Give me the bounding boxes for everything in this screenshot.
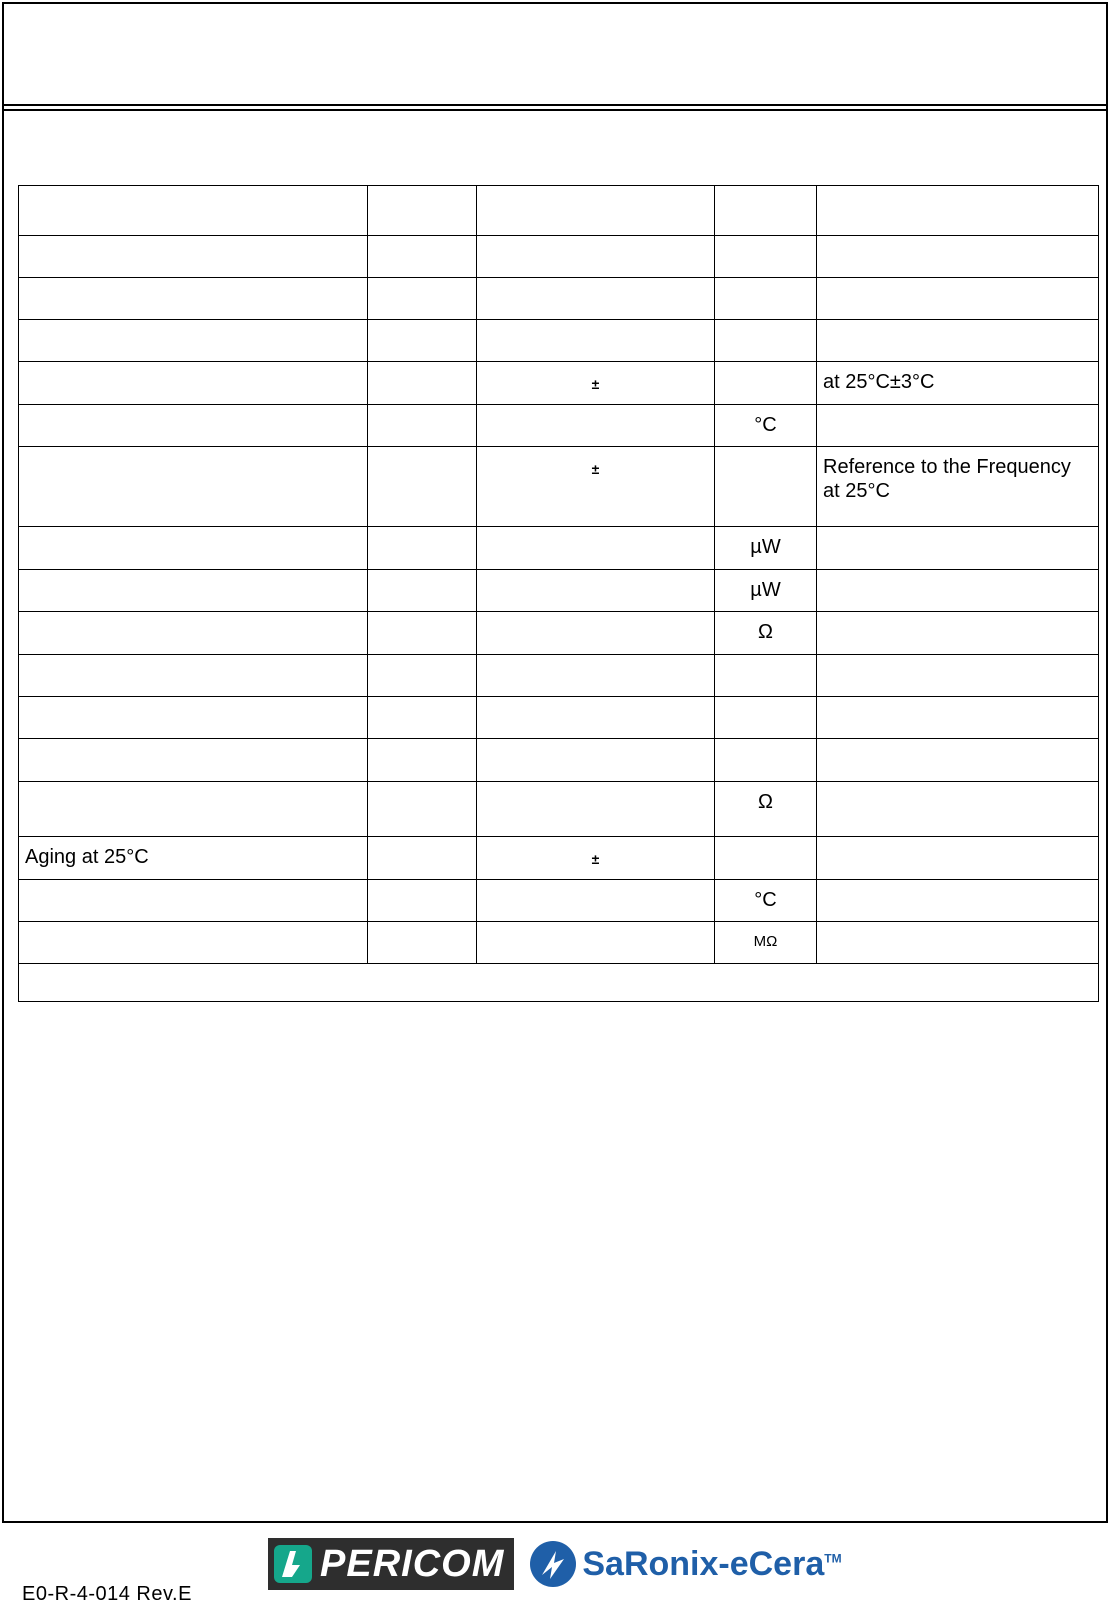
condition-cell — [817, 320, 1099, 362]
unit-cell — [715, 739, 817, 782]
value-cell — [477, 320, 715, 362]
value-cell — [477, 612, 715, 655]
table-row — [19, 447, 1099, 527]
unit-cell — [715, 236, 817, 278]
specification-table — [18, 185, 1099, 1002]
condition-cell-text: Reference to the Frequency at 25°C — [823, 456, 1071, 502]
table-footer-cell — [19, 964, 1099, 1002]
parameter-cell — [19, 278, 368, 320]
table-row — [19, 570, 1099, 612]
table-row — [19, 186, 1099, 236]
condition-cell — [817, 362, 1099, 405]
parameter-cell — [19, 612, 368, 655]
table-row — [19, 697, 1099, 739]
header-rule-inner — [2, 109, 1108, 111]
unit-cell — [715, 405, 817, 447]
condition-cell — [817, 278, 1099, 320]
footer-logos — [268, 1538, 842, 1590]
value-cell — [477, 837, 715, 880]
unit-cell — [715, 782, 817, 837]
unit-cell — [715, 697, 817, 739]
condition-cell — [817, 447, 1099, 527]
value-cell — [477, 278, 715, 320]
parameter-cell — [19, 320, 368, 362]
table-row — [19, 837, 1099, 880]
condition-cell — [817, 922, 1099, 964]
unit-cell — [715, 612, 817, 655]
unit-cell — [715, 880, 817, 922]
table-row — [19, 236, 1099, 278]
table-row — [19, 655, 1099, 697]
parameter-cell — [19, 405, 368, 447]
symbol-cell — [368, 880, 477, 922]
table-row — [19, 782, 1099, 837]
parameter-cell — [19, 527, 368, 570]
condition-cell — [817, 612, 1099, 655]
condition-cell — [817, 739, 1099, 782]
symbol-cell — [368, 739, 477, 782]
value-cell — [477, 447, 715, 527]
table-row — [19, 405, 1099, 447]
table-row — [19, 320, 1099, 362]
value-cell — [477, 782, 715, 837]
symbol-cell — [368, 697, 477, 739]
trademark-mark: TM — [824, 1551, 842, 1566]
table-row — [19, 880, 1099, 922]
parameter-cell — [19, 880, 368, 922]
table-row — [19, 527, 1099, 570]
value-cell — [477, 880, 715, 922]
parameter-cell — [19, 362, 368, 405]
parameter-cell — [19, 922, 368, 964]
pericom-logo — [268, 1538, 514, 1590]
value-cell — [477, 527, 715, 570]
value-cell — [477, 922, 715, 964]
value-cell-text: ± — [591, 461, 600, 477]
unit-cell — [715, 527, 817, 570]
unit-cell-text: Ω — [758, 621, 773, 643]
saronix-ecera-logo — [530, 1541, 841, 1587]
parameter-cell — [19, 655, 368, 697]
table-row — [19, 922, 1099, 964]
symbol-cell — [368, 405, 477, 447]
symbol-cell — [368, 362, 477, 405]
unit-cell-text: MΩ — [753, 933, 778, 950]
saronix-lightning-icon — [530, 1541, 576, 1587]
unit-cell — [715, 186, 817, 236]
saronix-wordmark — [582, 1545, 841, 1584]
parameter-cell — [19, 236, 368, 278]
condition-cell — [817, 405, 1099, 447]
symbol-cell — [368, 612, 477, 655]
unit-cell — [715, 447, 817, 527]
condition-cell — [817, 186, 1099, 236]
symbol-cell — [368, 320, 477, 362]
condition-cell-text: at 25°C±3°C — [823, 371, 935, 393]
value-cell-text: ± — [591, 851, 600, 867]
symbol-cell — [368, 236, 477, 278]
value-cell — [477, 186, 715, 236]
unit-cell-text: µW — [750, 579, 781, 601]
condition-cell — [817, 782, 1099, 837]
unit-cell — [715, 922, 817, 964]
parameter-cell — [19, 837, 368, 880]
value-cell-text: ± — [591, 376, 600, 392]
condition-cell — [817, 527, 1099, 570]
unit-cell-text: µW — [750, 536, 781, 558]
value-cell — [477, 655, 715, 697]
value-cell — [477, 362, 715, 405]
value-cell — [477, 739, 715, 782]
unit-cell-text: Ω — [758, 791, 773, 813]
unit-cell — [715, 655, 817, 697]
symbol-cell — [368, 447, 477, 527]
table-row — [19, 362, 1099, 405]
parameter-cell — [19, 782, 368, 837]
value-cell — [477, 697, 715, 739]
parameter-cell — [19, 739, 368, 782]
symbol-cell — [368, 278, 477, 320]
value-cell — [477, 236, 715, 278]
saronix-name: SaRonix-eCera — [582, 1544, 825, 1583]
value-cell — [477, 405, 715, 447]
pericom-wordmark: PERICOM — [320, 1542, 505, 1585]
condition-cell — [817, 837, 1099, 880]
header-rule — [2, 104, 1108, 106]
symbol-cell — [368, 655, 477, 697]
unit-cell — [715, 278, 817, 320]
parameter-cell — [19, 447, 368, 527]
symbol-cell — [368, 527, 477, 570]
unit-cell-text: °C — [754, 889, 777, 911]
unit-cell — [715, 570, 817, 612]
unit-cell — [715, 320, 817, 362]
condition-cell — [817, 570, 1099, 612]
condition-cell — [817, 880, 1099, 922]
parameter-cell-text: Aging at 25°C — [25, 846, 149, 868]
symbol-cell — [368, 186, 477, 236]
unit-cell-text: °C — [754, 414, 777, 436]
symbol-cell — [368, 837, 477, 880]
table-row — [19, 739, 1099, 782]
value-cell — [477, 570, 715, 612]
condition-cell — [817, 697, 1099, 739]
parameter-cell — [19, 697, 368, 739]
symbol-cell — [368, 570, 477, 612]
table-row — [19, 612, 1099, 655]
table-footer-row — [19, 964, 1099, 1002]
pericom-badge-icon — [274, 1545, 312, 1583]
condition-cell — [817, 655, 1099, 697]
parameter-cell — [19, 186, 368, 236]
symbol-cell — [368, 782, 477, 837]
condition-cell — [817, 236, 1099, 278]
unit-cell — [715, 837, 817, 880]
symbol-cell — [368, 922, 477, 964]
unit-cell — [715, 362, 817, 405]
parameter-cell — [19, 570, 368, 612]
document-code: E0-R-4-014 Rev.E — [22, 1583, 192, 1605]
table-row — [19, 278, 1099, 320]
